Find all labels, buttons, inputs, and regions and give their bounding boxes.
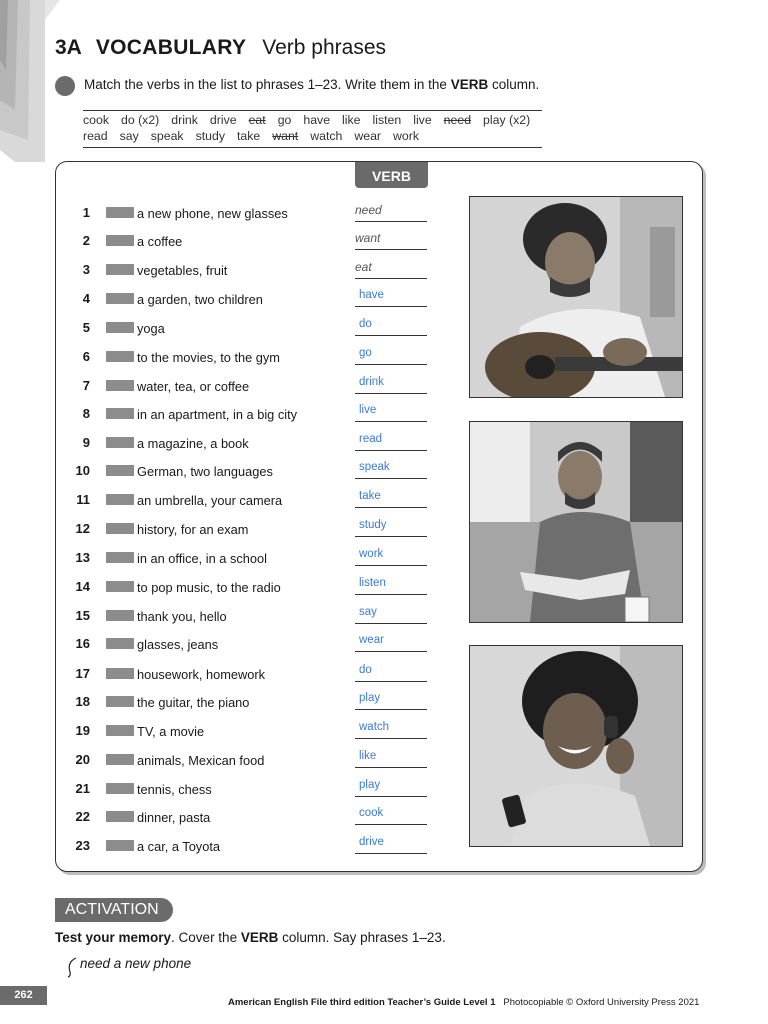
item-number: 19 [75, 723, 90, 738]
item-marker [106, 552, 134, 563]
item-phrase: to pop music, to the radio [137, 580, 281, 595]
verb-column-header: VERB [355, 162, 428, 188]
verb-answer-field[interactable]: live [355, 404, 427, 422]
verb-answer-field[interactable]: cook [355, 807, 427, 825]
verb-answer-field[interactable]: drink [355, 376, 427, 394]
exercise-row [0, 807, 440, 827]
item-marker [106, 696, 134, 707]
item-phrase: a magazine, a book [137, 436, 249, 451]
word-list-box [83, 110, 542, 148]
item-phrase: TV, a movie [137, 724, 205, 739]
item-marker [106, 494, 134, 505]
item-phrase: yoga [137, 321, 165, 336]
item-phrase: history, for an exam [137, 522, 249, 537]
item-marker [106, 783, 134, 794]
exercise-row [0, 721, 440, 741]
item-phrase: to the movies, to the gym [137, 350, 280, 365]
item-marker [106, 754, 134, 765]
item-number: 20 [75, 752, 90, 767]
item-marker [106, 840, 134, 851]
verb-answer-field[interactable]: wear [355, 634, 427, 652]
exercise-row [0, 577, 440, 597]
photo-man-reading-magazine [469, 421, 683, 623]
page-title [55, 36, 386, 60]
instruction-text: Match the verbs in the list to phrases 1–23. Write them in the VERB column. [84, 77, 540, 92]
word-list-word: work [393, 129, 419, 143]
item-number: 7 [82, 378, 90, 393]
section-title: VOCABULARY [95, 36, 247, 59]
verb-answer-field[interactable]: speak [355, 461, 427, 479]
verb-answer-field[interactable]: eat [355, 260, 427, 279]
word-list-word: watch [310, 129, 343, 143]
item-number: 21 [75, 781, 90, 796]
exercise-row [0, 664, 440, 684]
item-marker [106, 581, 134, 592]
footer-text: American English File third edition Teacher’s Guide Level 1 Photocopiable © Oxford University Press 2021 [228, 997, 700, 1008]
item-marker [106, 235, 134, 246]
item-marker [106, 725, 134, 736]
item-number: 18 [75, 694, 90, 709]
item-marker [106, 638, 134, 649]
item-number: 10 [75, 463, 90, 478]
verb-answer-field[interactable]: read [355, 433, 427, 451]
item-number: 15 [75, 608, 90, 623]
verb-answer-field[interactable]: take [355, 490, 427, 508]
item-phrase: German, two languages [137, 464, 273, 479]
item-marker [106, 264, 134, 275]
item-phrase: an umbrella, your camera [137, 493, 283, 508]
item-number: 4 [82, 291, 90, 306]
item-phrase: vegetables, fruit [137, 263, 228, 278]
exercise-row [0, 231, 440, 251]
item-number: 12 [75, 521, 90, 536]
verb-answer-field[interactable]: play [355, 779, 427, 797]
item-number: 1 [82, 205, 90, 220]
word-list-word: do (x2) [120, 113, 160, 127]
verb-answer-field[interactable]: say [355, 606, 427, 624]
exercise-row [0, 289, 440, 309]
speech-example: need a new phone [68, 956, 191, 971]
item-marker [106, 610, 134, 621]
item-number: 3 [82, 262, 90, 277]
photo-man-playing-guitar [469, 196, 683, 398]
item-phrase: thank you, hello [137, 609, 227, 624]
item-marker [106, 668, 134, 679]
item-number: 11 [76, 492, 90, 507]
exercise-row [0, 836, 440, 856]
item-phrase: housework, homework [137, 667, 266, 682]
word-list-word: need [443, 113, 472, 127]
exercise-row [0, 490, 440, 510]
item-marker [106, 437, 134, 448]
word-list-word: say [119, 129, 139, 143]
word-list-word: eat [248, 113, 266, 127]
item-marker [106, 408, 134, 419]
exercise-row [0, 404, 440, 424]
verb-answer-field[interactable]: like [355, 750, 427, 768]
item-marker [106, 811, 134, 822]
item-number: 5 [82, 320, 90, 335]
item-phrase: animals, Mexican food [137, 753, 265, 768]
item-phrase: in an office, in a school [137, 551, 267, 566]
exercise-row [0, 318, 440, 338]
item-phrase: tennis, chess [137, 782, 212, 797]
item-phrase: water, tea, or coffee [137, 379, 250, 394]
item-number: 14 [75, 579, 90, 594]
item-marker [106, 322, 134, 333]
verb-answer-field[interactable]: listen [355, 577, 427, 595]
exercise-row [0, 634, 440, 654]
test-memory-instruction: Test your memory. Cover the VERB column. Say phrases 1–23. [55, 930, 446, 945]
item-number: 6 [82, 349, 90, 364]
page-corner-decoration [0, 0, 60, 170]
word-list-word: go [277, 113, 292, 127]
verb-answer-field[interactable]: want [355, 231, 427, 250]
exercise-row [0, 750, 440, 770]
item-number: 22 [75, 809, 90, 824]
exercise-row [0, 548, 440, 568]
item-marker [106, 207, 134, 218]
word-list-word: read [83, 129, 108, 143]
exercise-row [0, 433, 440, 453]
lesson-code: 3A [55, 36, 82, 59]
photo-woman-with-headphones [469, 645, 683, 847]
item-phrase: a coffee [137, 234, 183, 249]
exercise-row [0, 692, 440, 712]
word-list-word: live [413, 113, 432, 127]
item-number: 13 [75, 550, 90, 565]
exercise-row [0, 203, 440, 223]
item-phrase: the guitar, the piano [137, 695, 250, 710]
word-list-word: study [195, 129, 225, 143]
verb-answer-field[interactable]: watch [355, 721, 427, 739]
item-phrase: in an apartment, in a big city [137, 407, 298, 422]
word-list-word: like [342, 113, 361, 127]
word-list-word: listen [372, 113, 402, 127]
word-list-word: drink [171, 113, 198, 127]
item-marker [106, 523, 134, 534]
item-phrase: glasses, jeans [137, 637, 219, 652]
verb-answer-field[interactable]: work [355, 548, 427, 566]
verb-answer-field[interactable]: do [355, 664, 427, 682]
verb-answer-field[interactable]: go [355, 347, 427, 365]
verb-answer-field[interactable]: do [355, 318, 427, 336]
activation-label: ACTIVATION [55, 898, 173, 922]
verb-answer-field[interactable]: play [355, 692, 427, 710]
item-number: 17 [75, 666, 90, 681]
exercise-row [0, 519, 440, 539]
exercise-row [0, 461, 440, 481]
item-number: 23 [75, 838, 90, 853]
exercise-row [0, 779, 440, 799]
word-list-line-1 [83, 113, 542, 127]
item-phrase: a garden, two children [137, 292, 263, 307]
speech-bubble-icon [66, 956, 80, 978]
verb-answer-field[interactable]: study [355, 519, 427, 537]
section-subtitle: Verb phrases [262, 36, 386, 59]
word-list-word: wear [354, 129, 382, 143]
exercise-row [0, 606, 440, 626]
word-list-word: take [237, 129, 261, 143]
word-list-word: have [303, 113, 331, 127]
word-list-word: want [272, 129, 299, 143]
item-number: 2 [82, 233, 90, 248]
word-list-word: cook [83, 113, 109, 127]
exercise-row [0, 376, 440, 396]
exercise-row [0, 260, 440, 280]
exercise-row [0, 347, 440, 367]
page-number: 262 [0, 986, 47, 1005]
item-phrase: a car, a Toyota [137, 839, 220, 854]
item-marker [106, 293, 134, 304]
item-phrase: a new phone, new glasses [137, 206, 288, 221]
verb-answer-field[interactable]: need [355, 203, 427, 222]
item-marker [106, 465, 134, 476]
word-list-word: speak [150, 129, 184, 143]
verb-answer-field[interactable]: drive [355, 836, 427, 854]
exercise-bullet-icon [55, 76, 75, 96]
item-number: 8 [82, 406, 90, 421]
item-marker [106, 380, 134, 391]
item-number: 9 [82, 435, 90, 450]
item-phrase: dinner, pasta [137, 810, 211, 825]
verb-answer-field[interactable]: have [355, 289, 427, 307]
word-list-line-2 [83, 129, 431, 143]
item-number: 16 [75, 636, 90, 651]
word-list-word: play (x2) [483, 113, 531, 127]
word-list-word: drive [209, 113, 237, 127]
item-marker [106, 351, 134, 362]
